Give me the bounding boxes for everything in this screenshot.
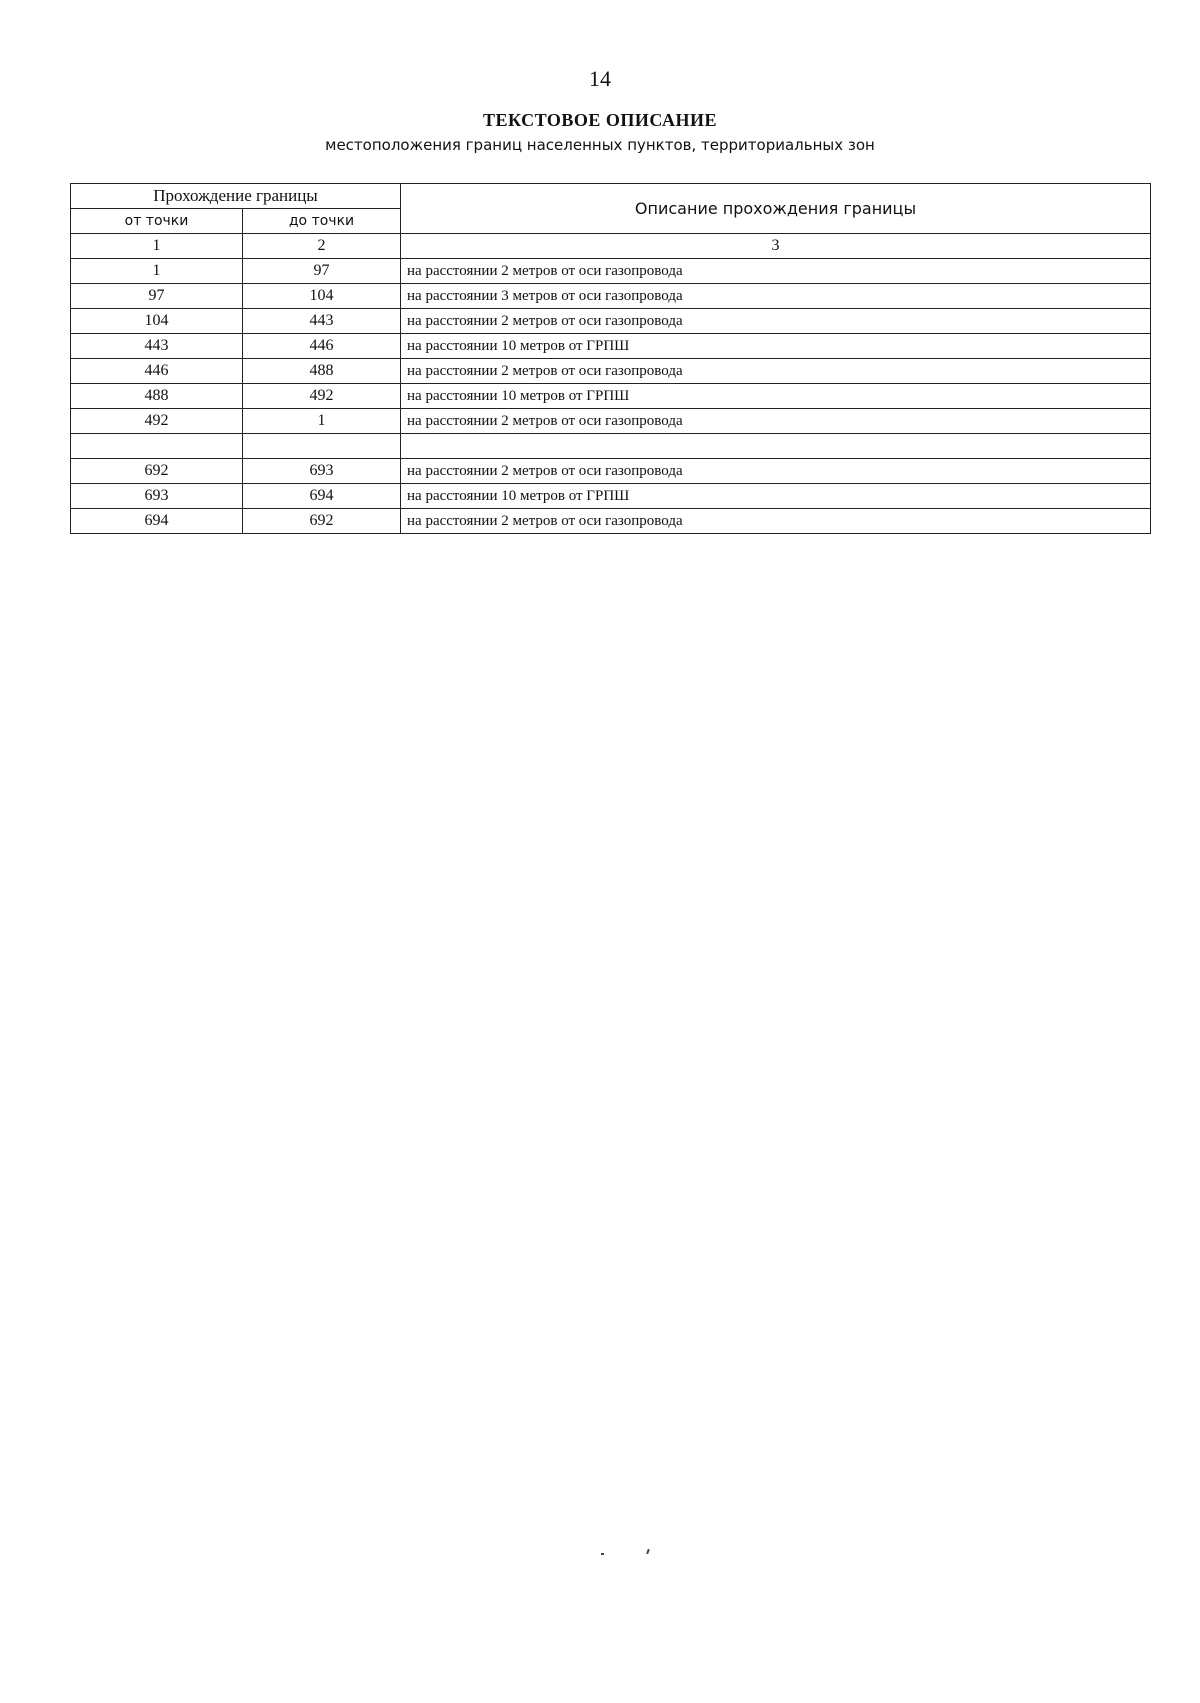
cell-from: 1 <box>71 259 243 284</box>
scan-speck <box>646 1549 650 1554</box>
cell-to: 693 <box>243 459 401 484</box>
cell-to: 446 <box>243 334 401 359</box>
cell-from: 488 <box>71 384 243 409</box>
column-number-row <box>71 234 1151 259</box>
cell-desc: на расстоянии 10 метров от ГРПШ <box>401 334 1151 359</box>
page-number: 14 <box>589 66 611 91</box>
header-from-point: от точки <box>71 209 243 234</box>
cell-to: 488 <box>243 359 401 384</box>
cell-from: 693 <box>71 484 243 509</box>
table-row <box>71 309 1151 334</box>
cell-desc: на расстоянии 10 метров от ГРПШ <box>401 484 1151 509</box>
cell-to: 694 <box>243 484 401 509</box>
cell-desc: на расстоянии 3 метров от оси газопровода <box>401 284 1151 309</box>
cell-from: 443 <box>71 334 243 359</box>
header-boundary-passage: Прохождение границы <box>71 184 401 209</box>
cell-from: 694 <box>71 509 243 534</box>
cell-desc: на расстоянии 2 метров от оси газопровода <box>401 259 1151 284</box>
cell-from: 104 <box>71 309 243 334</box>
cell-desc: на расстоянии 2 метров от оси газопровода <box>401 309 1151 334</box>
column-number-to: 2 <box>243 234 401 259</box>
document-subtitle: местоположения границ населенных пунктов, территориальных зон <box>325 136 875 154</box>
boundary-table <box>70 183 1151 534</box>
table-row-empty <box>71 434 1151 459</box>
cell-from: 492 <box>71 409 243 434</box>
document-title: ТЕКСТОВОЕ ОПИСАНИЕ <box>482 110 717 130</box>
table-row <box>71 359 1151 384</box>
cell-from: 446 <box>71 359 243 384</box>
column-number-desc: 3 <box>401 234 1151 259</box>
table-row <box>71 384 1151 409</box>
cell-from: 97 <box>71 284 243 309</box>
cell-to: 443 <box>243 309 401 334</box>
cell-desc: на расстоянии 2 метров от оси газопровода <box>401 509 1151 534</box>
cell-to: 104 <box>243 284 401 309</box>
header-to-point: до точки <box>243 209 401 234</box>
table-row <box>71 284 1151 309</box>
cell-desc <box>401 434 1151 459</box>
scan-speck <box>601 1553 604 1555</box>
header-description: Описание прохождения границы <box>401 184 1151 234</box>
table-row <box>71 334 1151 359</box>
table-row <box>71 259 1151 284</box>
column-number-from: 1 <box>71 234 243 259</box>
cell-desc: на расстоянии 2 метров от оси газопровода <box>401 359 1151 384</box>
cell-from: 692 <box>71 459 243 484</box>
cell-to <box>243 434 401 459</box>
table-row <box>71 484 1151 509</box>
cell-to: 1 <box>243 409 401 434</box>
cell-desc: на расстоянии 10 метров от ГРПШ <box>401 384 1151 409</box>
cell-desc: на расстоянии 2 метров от оси газопровода <box>401 409 1151 434</box>
cell-to: 692 <box>243 509 401 534</box>
table-row <box>71 459 1151 484</box>
cell-desc: на расстоянии 2 метров от оси газопровода <box>401 459 1151 484</box>
table-row <box>71 509 1151 534</box>
cell-from <box>71 434 243 459</box>
cell-to: 492 <box>243 384 401 409</box>
table-row <box>71 409 1151 434</box>
cell-to: 97 <box>243 259 401 284</box>
